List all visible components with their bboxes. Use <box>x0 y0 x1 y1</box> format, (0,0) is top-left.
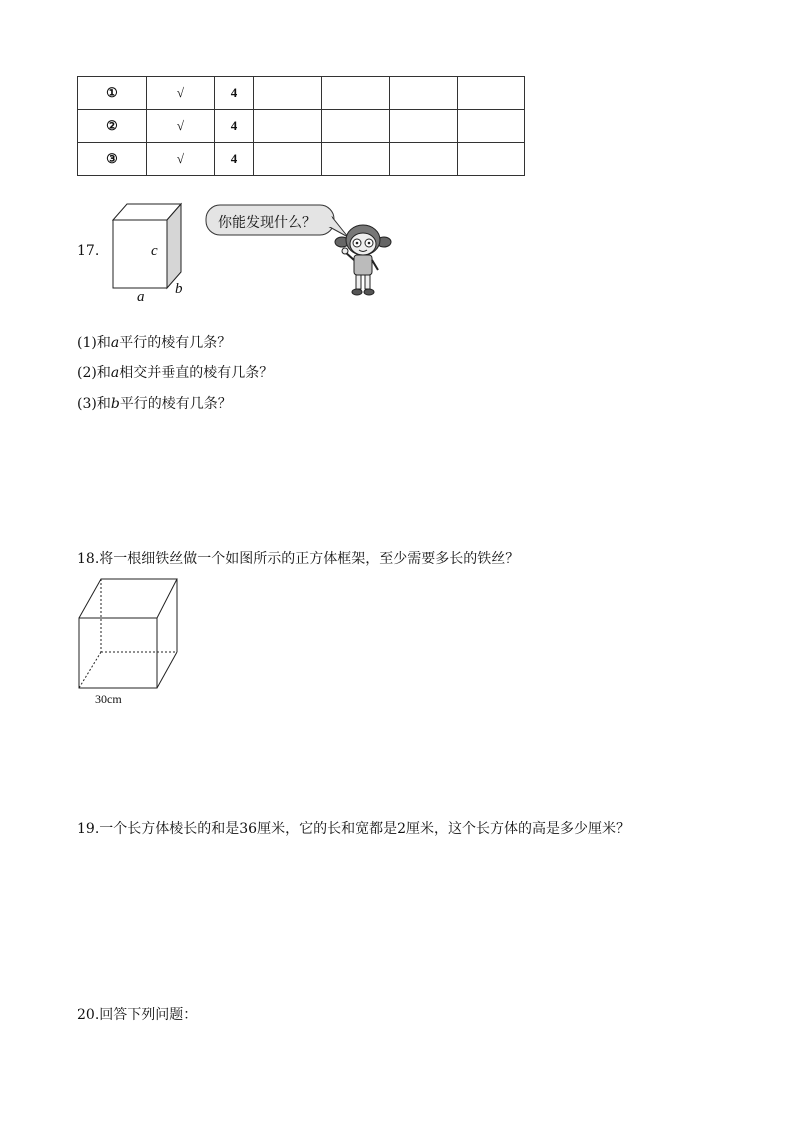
empty-cell <box>322 77 390 110</box>
empty-cell <box>390 110 458 143</box>
question-19-text: 19.一个长方体棱长的和是36厘米，它的长和宽都是2厘米，这个长方体的高是多少厘米？ <box>77 821 630 837</box>
question-17-sub-2 <box>77 362 273 382</box>
count-cell: 4 <box>215 77 254 110</box>
sub-text: (3)和 <box>77 396 111 412</box>
check-mark: √ <box>147 143 215 176</box>
variable-a: a <box>110 335 120 351</box>
table-row <box>78 143 525 176</box>
table-row <box>78 110 525 143</box>
question-18-text: 18.将一根细铁丝做一个如图所示的正方体框架，至少需要多长的铁丝？ <box>77 551 520 567</box>
count-cell: 4 <box>215 110 254 143</box>
table-row <box>78 77 525 110</box>
question-17-number: 17. <box>77 243 100 259</box>
empty-cell <box>254 143 322 176</box>
empty-cell <box>254 77 322 110</box>
variable-a: a <box>110 365 120 381</box>
row-number: ① <box>78 77 147 110</box>
empty-cell <box>254 110 322 143</box>
row-number: ③ <box>78 143 147 176</box>
edge-label-b: b <box>175 281 183 297</box>
speech-bubble-text: 你能发现什么？ <box>218 215 316 231</box>
empty-cell <box>458 110 525 143</box>
empty-cell <box>458 77 525 110</box>
sub-text: (2)和 <box>77 365 111 381</box>
cube-dimension-label: 30cm <box>95 692 122 706</box>
sub-text: 平行的棱有几条？ <box>119 335 232 351</box>
empty-cell <box>458 143 525 176</box>
answer-table <box>77 76 525 176</box>
empty-cell <box>390 77 458 110</box>
edge-label-a: a <box>137 289 145 305</box>
variable-b: b <box>110 396 120 412</box>
question-20-text: 20.回答下列问题： <box>77 1007 198 1023</box>
cube-figure <box>75 575 185 693</box>
empty-cell <box>322 143 390 176</box>
question-17-sub-1 <box>77 332 231 352</box>
sub-text: (1)和 <box>77 335 111 351</box>
question-17-sub-3 <box>77 393 232 413</box>
count-cell: 4 <box>215 143 254 176</box>
check-mark: √ <box>147 77 215 110</box>
check-mark: √ <box>147 110 215 143</box>
edge-label-c: c <box>151 243 158 259</box>
girl-cartoon-icon <box>333 222 393 298</box>
sub-text: 平行的棱有几条？ <box>119 396 232 412</box>
row-number: ② <box>78 110 147 143</box>
empty-cell <box>322 110 390 143</box>
sub-text: 相交并垂直的棱有几条？ <box>119 365 274 381</box>
empty-cell <box>390 143 458 176</box>
